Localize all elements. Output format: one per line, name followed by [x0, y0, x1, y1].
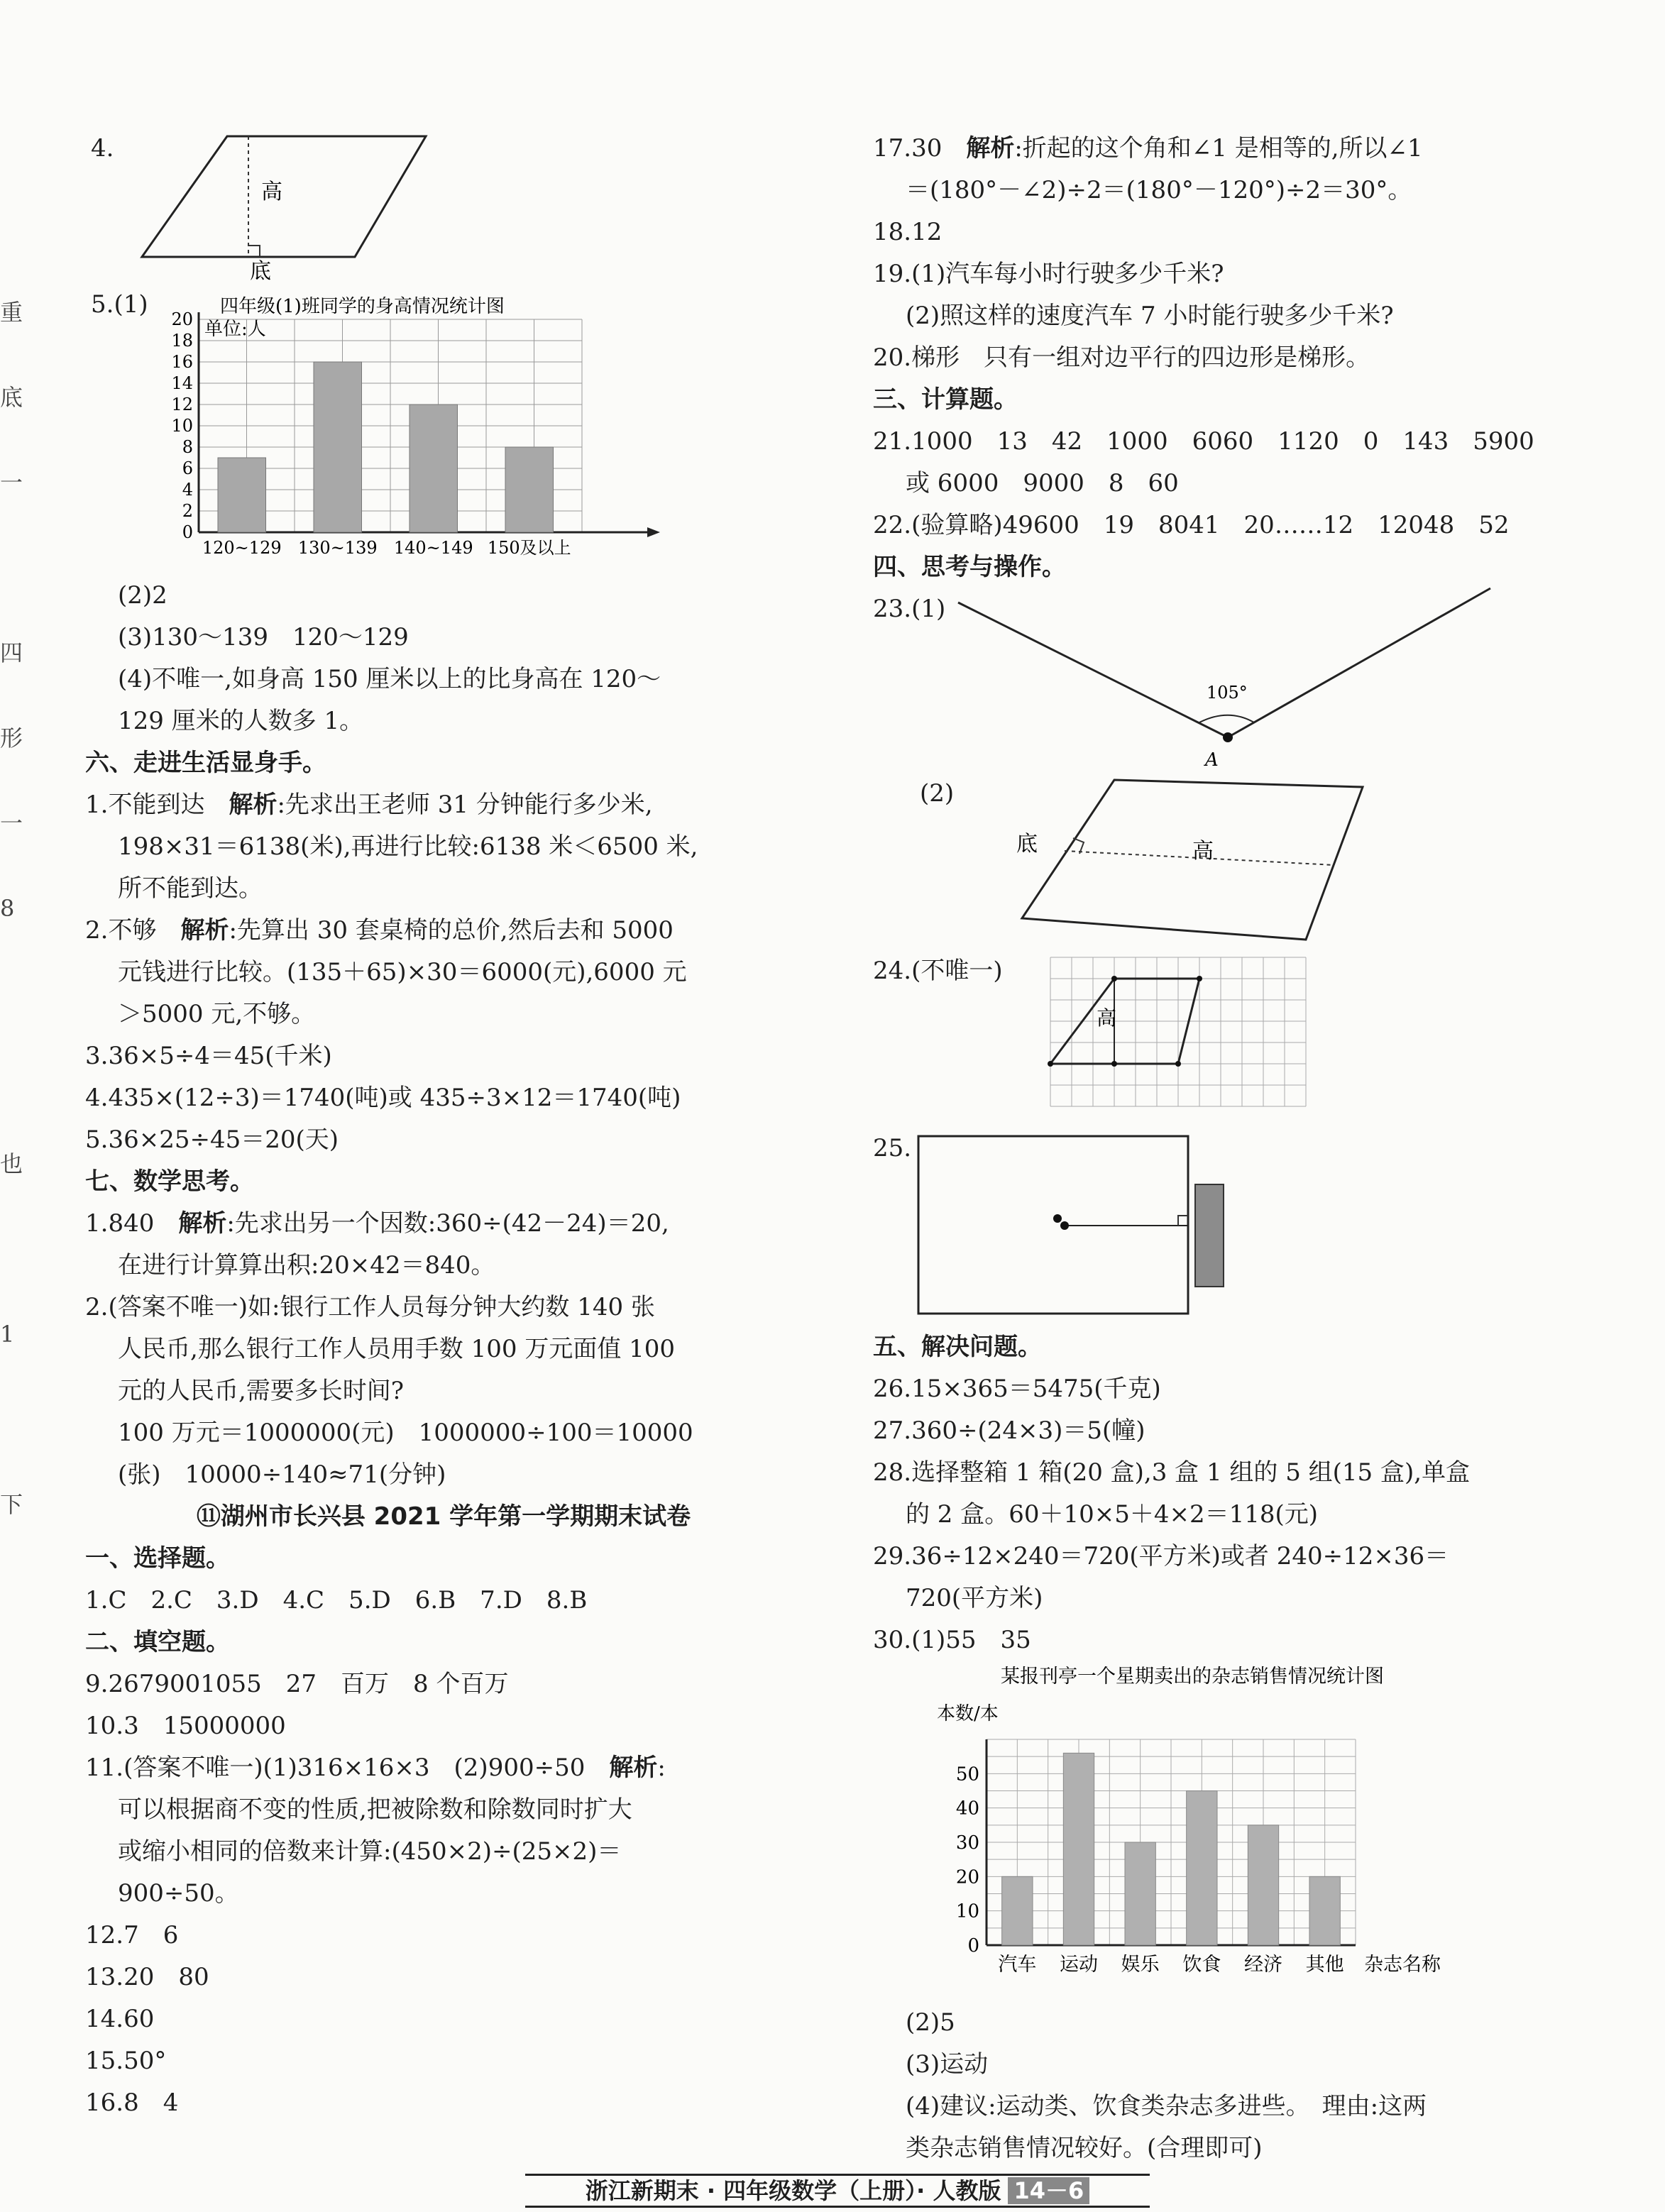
- answer-line: [873, 211, 1590, 253]
- point-1: [1053, 1214, 1062, 1223]
- y-tick-label: 8: [182, 437, 193, 457]
- section-1-answers: 1.C 2.C 3.D 4.C 5.D 6.B 7.D 8.B: [85, 1586, 588, 1614]
- q5-p4a: (4)不唯一,如身高 150 厘米以上的比身高在 120～: [118, 665, 661, 693]
- point-2: [1060, 1221, 1069, 1230]
- y-tick-label: 6: [182, 458, 193, 478]
- answer-line: [873, 421, 1590, 463]
- q30-p3: (3)运动: [906, 2050, 989, 2079]
- answer-line: 的 2 盒。60＋10×5＋4×2＝118(元): [906, 1500, 1319, 1529]
- angle-label: 105°: [1207, 683, 1248, 703]
- x-tick-label: 150及以上: [487, 538, 571, 558]
- answer-line: [85, 1663, 802, 1705]
- answer-text: 9.2679001055 27 百万 8 个百万: [85, 1670, 509, 1698]
- answer-line: 元的人民币,需要多长时间?: [118, 1377, 405, 1405]
- y-tick-label: 18: [171, 331, 193, 351]
- vertex-point: [1175, 1061, 1181, 1067]
- answer-line: (张) 10000÷140≈71(分钟): [118, 1460, 446, 1489]
- edge-char: 一: [0, 469, 23, 496]
- y-tick-label: 2: [182, 501, 193, 521]
- answer-text: 30.(1)55 35: [873, 1626, 1031, 1654]
- q5-p4b: 129 厘米的人数多 1。: [118, 707, 364, 735]
- x-tick-label: 汽车: [998, 1954, 1037, 1976]
- answer-line: [85, 1998, 802, 2040]
- bar: [1125, 1842, 1155, 1945]
- analysis-label: 解析: [180, 916, 229, 945]
- answer-line: [85, 1119, 802, 1161]
- analysis-text: :折起的这个角和∠1 是相等的,所以∠1: [1014, 134, 1423, 163]
- vertex-point: [1111, 1061, 1117, 1067]
- edge-char: 8: [0, 895, 15, 922]
- answer-line: [85, 910, 802, 952]
- section-5-lines: [873, 1368, 1590, 1661]
- q25-diagram: [916, 1128, 1242, 1319]
- answer-line: [873, 1452, 1590, 1494]
- bar: [218, 458, 266, 532]
- chart-title: 某报刊亭一个星期卖出的杂志销售情况统计图: [1001, 1666, 1384, 1688]
- q30-p4a: (4)建议:运动类、饮食类杂志多进些。 理由:这两: [906, 2092, 1427, 2120]
- q5-number: 5.(1): [91, 290, 148, 319]
- answer-line: 人民币,那么银行工作人员用手数 100 万元面值 100: [118, 1335, 676, 1363]
- analysis-text: :先算出 30 套桌椅的总价,然后去和 5000: [229, 916, 674, 945]
- y-tick-label: 0: [967, 1935, 979, 1957]
- chart-xlabel: 杂志名称: [1364, 1954, 1441, 1976]
- q25-number: 25.: [873, 1134, 912, 1162]
- q5-p2: (2)2: [118, 581, 167, 610]
- q24-number: 24.(不唯一): [873, 957, 1003, 985]
- answer-line: [85, 1705, 802, 1747]
- section-5-heading: 五、解决问题。: [873, 1333, 1042, 1361]
- answer-text: 4.435×(12÷3)＝1740(吨)或 435÷3×12＝1740(吨): [85, 1084, 681, 1112]
- q5-p3: (3)130～139 120～129: [118, 623, 409, 651]
- x-tick-label: 经济: [1244, 1954, 1282, 1976]
- answer-text: 20.梯形 只有一组对边平行的四边形是梯形。: [873, 343, 1370, 372]
- x-axis-arrow: [647, 527, 660, 537]
- bar: [1187, 1791, 1217, 1946]
- x-tick-label: 饮食: [1182, 1954, 1221, 1976]
- y-tick-label: 10: [171, 416, 193, 436]
- answer-line: [85, 2082, 802, 2124]
- answer-text: 15.50°: [85, 2047, 167, 2075]
- answer-line: [873, 128, 1590, 170]
- edge-char: 下: [0, 1491, 23, 1518]
- analysis-text: :先求出王老师 31 分钟能行多少米,: [277, 791, 653, 819]
- answer-line: [85, 1747, 802, 1789]
- q23-number: 23.(1): [873, 595, 946, 623]
- q5-figure: [85, 291, 802, 575]
- section-2-lines: [85, 1663, 802, 2124]
- magazine-bar-chart: [916, 1661, 1625, 2002]
- y-tick-label: 50: [955, 1763, 979, 1785]
- paper-title: ⑪湖州市长兴县 2021 学年第一学期期末试卷: [196, 1502, 691, 1531]
- answer-text: 2.不够: [85, 916, 181, 945]
- answer-line: (2)照这样的速度汽车 7 小时能行驶多少千米?: [906, 302, 1394, 330]
- x-tick-label: 120~129: [202, 538, 282, 558]
- q23-angle: [944, 588, 1583, 773]
- answer-text: 22.(验算略)49600 19 8041 20……12 12048 52: [873, 511, 1510, 539]
- x-tick-label: 娱乐: [1121, 1954, 1160, 1976]
- footer-title: 浙江新期末 · 四年级数学（上册）· 人教版: [585, 2177, 1001, 2204]
- edge-char: [0, 1377, 17, 1462]
- answer-text: 26.15×365＝5475(千克): [873, 1375, 1161, 1403]
- answer-text: 12.7 6: [85, 1921, 179, 1949]
- answer-text: 19.(1)汽车每小时行驶多少千米?: [873, 260, 1224, 288]
- answer-line: 元钱进行比较。(135＋65)×30＝6000(元),6000 元: [118, 958, 687, 986]
- edge-char: 也: [0, 1150, 23, 1177]
- y-tick-label: 0: [182, 522, 193, 542]
- section-3-lines: [873, 421, 1590, 546]
- page-footer: [525, 2174, 1150, 2208]
- vertex-point: [1197, 976, 1202, 981]
- vertex-point: [1223, 732, 1233, 742]
- vertex-point: [1048, 1061, 1053, 1067]
- chart-title: 四年级(1)班同学的身高情况统计图: [220, 296, 505, 317]
- angle-arc: [1198, 715, 1254, 723]
- answer-text: 28.选择整箱 1 箱(20 盒),3 盒 1 组的 5 组(15 盒),单盒: [873, 1458, 1471, 1487]
- answer-line: ＞5000 元,不够。: [118, 1000, 316, 1028]
- angle-ray-left: [958, 602, 1228, 737]
- answer-line: [85, 1287, 802, 1328]
- answer-line: [873, 1368, 1590, 1410]
- answer-line: [85, 784, 802, 826]
- answer-text: 11.(答案不唯一)(1)316×16×3 (2)900÷50: [85, 1754, 610, 1782]
- q23-parallelogram-figure: [873, 773, 1590, 943]
- base-label: 底: [250, 259, 271, 284]
- answer-text: 16.8 4: [85, 2089, 179, 2117]
- y-tick-label: 30: [955, 1832, 979, 1854]
- answer-text: 5.36×25÷45＝20(天): [85, 1126, 339, 1154]
- bar: [410, 405, 458, 532]
- y-tick-label: 40: [955, 1798, 979, 1820]
- chart-ylabel: 单位:人: [204, 319, 266, 340]
- x-tick-label: 运动: [1060, 1954, 1098, 1976]
- answer-line: [85, 1203, 802, 1245]
- angle-ray-right: [1228, 588, 1490, 737]
- height-label: 高: [261, 180, 282, 204]
- right-angle-mark-3: [1178, 1216, 1188, 1226]
- answer-line: [85, 1035, 802, 1077]
- edge-char: 形: [0, 725, 23, 752]
- analysis-label: 解析: [609, 1754, 658, 1782]
- answer-text: 3.36×5÷4＝45(千米): [85, 1042, 332, 1070]
- analysis-text: :先求出另一个因数:360÷(42－24)＝20,: [226, 1209, 669, 1238]
- q23-angle-figure: [873, 588, 1590, 773]
- section-6-heading: 六、走进生活显身手。: [85, 749, 326, 777]
- q23-2-number: (2): [920, 779, 955, 808]
- answer-text: 13.20 80: [85, 1963, 209, 1991]
- bar: [1309, 1876, 1340, 1945]
- q30-p4b: 类杂志销售情况较好。(合理即可): [906, 2134, 1263, 2162]
- edge-char: [0, 1206, 17, 1292]
- bar: [1063, 1753, 1094, 1945]
- section-2-heading: 二、填空题。: [85, 1628, 230, 1656]
- answer-line: [873, 337, 1590, 379]
- y-tick-label: 20: [171, 309, 193, 329]
- answer-line: 100 万元＝1000000(元) 1000000÷100＝10000: [118, 1419, 693, 1447]
- edge-char: 底: [0, 384, 23, 411]
- chart-ylabel: 本数/本: [937, 1703, 999, 1724]
- answer-line: [85, 1957, 802, 1998]
- wall-block: [1195, 1184, 1224, 1287]
- answer-text: 1.不能到达: [85, 791, 229, 819]
- answer-line: [873, 253, 1590, 295]
- binding-edge-fragments: [0, 270, 23, 1547]
- right-column: [873, 128, 1590, 2169]
- y-tick-label: 4: [182, 480, 193, 500]
- left-column: [85, 128, 802, 2124]
- answer-line: [85, 1915, 802, 1957]
- q4-figure: [85, 128, 802, 284]
- answer-text: 10.3 15000000: [85, 1712, 286, 1740]
- y-tick-label: 20: [955, 1866, 979, 1888]
- x-tick-label: 130~139: [297, 538, 378, 558]
- answer-line: 在进行计算算出积:20×42＝840。: [118, 1251, 495, 1280]
- q24-grid: [1036, 950, 1320, 1121]
- vertex-point: [1111, 976, 1117, 981]
- answer-line: 900÷50。: [118, 1879, 239, 1908]
- y-tick-label: 10: [955, 1900, 979, 1922]
- section-7-lines: [85, 1203, 802, 1496]
- analysis-label: 解析: [229, 791, 278, 819]
- edge-char: [0, 525, 17, 610]
- x-tick-label: 140~149: [393, 538, 473, 558]
- analysis-label: 解析: [178, 1209, 227, 1238]
- analysis-label: 解析: [966, 134, 1015, 163]
- analysis-text: :: [657, 1754, 666, 1782]
- q30-p2: (2)5: [906, 2008, 955, 2037]
- edge-char: 四: [0, 639, 23, 666]
- q23-parallelogram: [951, 773, 1519, 943]
- q4-parallelogram: [114, 128, 468, 284]
- parallelogram-shape: [142, 136, 426, 257]
- vertex-label: A: [1205, 749, 1219, 771]
- y-tick-label: 12: [171, 395, 193, 414]
- answer-line: [85, 2040, 802, 2082]
- q25-figure: [873, 1128, 1590, 1326]
- answer-text: 18.12: [873, 218, 943, 246]
- bar: [1248, 1825, 1278, 1945]
- y-tick-label: 16: [171, 352, 193, 372]
- page-number: 14－6: [1008, 2177, 1089, 2204]
- answer-text: 21.1000 13 42 1000 6060 1120 0 143 5900: [873, 427, 1534, 456]
- answer-text: 14.60: [85, 2005, 155, 2033]
- edge-char: 一: [0, 810, 23, 837]
- q24-figure: [873, 950, 1590, 1121]
- bar: [314, 362, 362, 532]
- answer-text: 2.(答案不唯一)如:银行工作人员每分钟大约数 140 张: [85, 1293, 655, 1321]
- right-angle-mark: [248, 246, 260, 257]
- answer-text: 1.840: [85, 1209, 179, 1238]
- section-1-heading: 一、选择题。: [85, 1544, 230, 1573]
- answer-line: 720(平方米): [906, 1584, 1043, 1612]
- section-4-heading: 四、思考与操作。: [873, 553, 1066, 581]
- section-3-heading: 三、计算题。: [873, 385, 1018, 414]
- answer-line: 或 6000 9000 8 60: [906, 469, 1179, 497]
- edge-char: [0, 1036, 17, 1121]
- edge-char: 1: [0, 1321, 15, 1348]
- edge-char: [0, 951, 17, 1036]
- q4-number: 4.: [91, 134, 114, 163]
- height-bar-chart: [156, 291, 738, 575]
- edge-char: 重: [0, 299, 23, 326]
- section-7-heading: 七、数学思考。: [85, 1167, 254, 1196]
- bar: [1002, 1876, 1033, 1945]
- section-6-lines: [85, 784, 802, 1161]
- answer-line: 或缩小相同的倍数来计算:(450×2)÷(25×2)＝: [118, 1837, 622, 1866]
- answer-line: 所不能到达。: [118, 874, 263, 903]
- height-label-2: 高: [1192, 839, 1214, 864]
- answer-text: 17.30: [873, 134, 967, 163]
- right-top-lines: [873, 128, 1590, 379]
- answer-line: [873, 1410, 1590, 1452]
- height-label-3: 高: [1097, 1006, 1117, 1030]
- q30-figure: [873, 1661, 1590, 2002]
- y-tick-label: 14: [171, 373, 193, 393]
- answer-line: ＝(180°－∠2)÷2＝(180°－120°)÷2＝30°。: [906, 176, 1412, 204]
- answer-text: 27.360÷(24×3)＝5(幢): [873, 1416, 1145, 1445]
- answer-line: [85, 1077, 802, 1119]
- answer-text: 29.36÷12×240＝720(平方米)或者 240÷12×36＝: [873, 1542, 1449, 1570]
- bar: [505, 447, 554, 532]
- answer-line: [873, 1536, 1590, 1578]
- x-tick-label: 其他: [1305, 1954, 1344, 1976]
- answer-line: 可以根据商不变的性质,把被除数和除数同时扩大: [118, 1795, 632, 1824]
- answer-line: [873, 505, 1590, 546]
- answer-line: [873, 1619, 1590, 1661]
- answer-line: 198×31＝6138(米),再进行比较:6138 米＜6500 米,: [118, 832, 698, 861]
- base-label-2: 底: [1016, 832, 1038, 857]
